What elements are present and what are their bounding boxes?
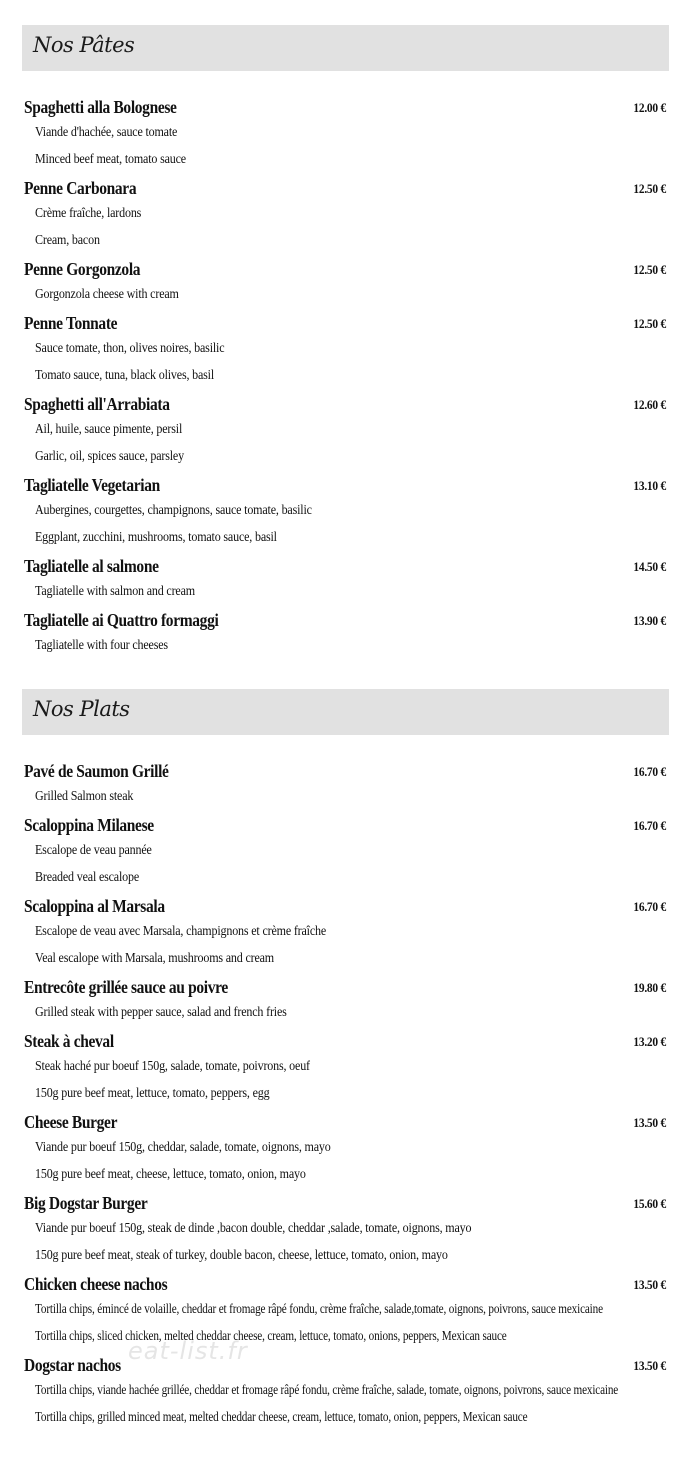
item-description: Tortilla chips, sliced chicken, melted cheddar cheese, cream, lettuce, tomato, onions, peppers, Mexican sauce	[35, 1329, 507, 1344]
item-name: Steak à cheval	[24, 1031, 114, 1051]
item-description: Gorgonzola cheese with cream	[35, 287, 179, 302]
item-description: Garlic, oil, spices sauce, parsley	[35, 449, 184, 464]
item-description: Tagliatelle with salmon and cream	[35, 584, 195, 599]
item-name: Penne Carbonara	[24, 178, 137, 198]
item-description: Crème fraîche, lardons	[35, 206, 142, 221]
item-price: 14.50 €	[633, 559, 666, 574]
menu-list-plats	[0, 760, 696, 1435]
menu-item	[0, 814, 696, 895]
item-description: Tortilla chips, viande hachée grillée, cheddar et fromage râpé fondu, crème fraîche, salade, tomate, oignons, poivrons, sauce mexicaine	[35, 1383, 619, 1398]
item-price: 12.60 €	[633, 397, 666, 412]
item-description: Tagliatelle with four cheeses	[35, 638, 168, 653]
menu-item	[0, 760, 696, 814]
item-price: 13.90 €	[633, 613, 666, 628]
item-description: Veal escalope with Marsala, mushrooms and cream	[35, 951, 274, 966]
menu-item	[0, 1354, 696, 1435]
item-name: Dogstar nachos	[24, 1355, 121, 1375]
watermark: eat-list.fr	[128, 1337, 248, 1365]
item-price: 16.70 €	[633, 899, 666, 914]
item-price: 13.20 €	[633, 1034, 666, 1049]
menu-item	[0, 258, 696, 312]
item-description: Viande pur boeuf 150g, steak de dinde ,bacon double, cheddar ,salade, tomate, oignons, mayo	[35, 1221, 472, 1236]
menu-item	[0, 1030, 696, 1111]
item-name: Tagliatelle al salmone	[24, 556, 159, 576]
menu-item	[0, 1273, 696, 1354]
menu-item	[0, 555, 696, 609]
item-price: 12.50 €	[633, 262, 666, 277]
item-price: 13.50 €	[633, 1277, 666, 1292]
item-description: 150g pure beef meat, lettuce, tomato, peppers, egg	[35, 1086, 270, 1101]
item-description: Escalope de veau avec Marsala, champignons et crème fraîche	[35, 924, 327, 939]
item-price: 13.50 €	[633, 1358, 666, 1373]
item-name: Scaloppina al Marsala	[24, 896, 165, 916]
item-description: Tortilla chips, émincé de volaille, cheddar et fromage râpé fondu, crème fraîche, salade,tomate, oignons, poivrons, sauce mexicaine	[35, 1302, 603, 1317]
item-description: Sauce tomate, thon, olives noires, basilic	[35, 341, 225, 356]
item-description: Ail, huile, sauce pimente, persil	[35, 422, 183, 437]
item-name: Cheese Burger	[24, 1112, 118, 1132]
item-description: 150g pure beef meat, cheese, lettuce, tomato, onion, mayo	[35, 1167, 306, 1182]
item-name: Spaghetti all'Arrabiata	[24, 394, 170, 414]
menu-item	[0, 474, 696, 555]
item-name: Pavé de Saumon Grillé	[24, 761, 169, 781]
item-name: Tagliatelle Vegetarian	[24, 475, 160, 495]
menu-list-pates	[0, 96, 696, 663]
menu-item	[0, 895, 696, 976]
item-description: Breaded veal escalope	[35, 870, 140, 885]
item-name: Tagliatelle ai Quattro formaggi	[24, 610, 219, 630]
item-name: Scaloppina Milanese	[24, 815, 154, 835]
item-price: 13.50 €	[633, 1115, 666, 1130]
item-description: Viande pur boeuf 150g, cheddar, salade, tomate, oignons, mayo	[35, 1140, 331, 1155]
item-price: 16.70 €	[633, 818, 666, 833]
item-price: 12.50 €	[633, 181, 666, 196]
item-description: 150g pure beef meat, steak of turkey, double bacon, cheese, lettuce, tomato, onion, mayo	[35, 1248, 448, 1263]
section-header-pates	[22, 25, 669, 71]
menu-item	[0, 609, 696, 663]
item-description: Tomato sauce, tuna, black olives, basil	[35, 368, 215, 383]
section-title: Nos Pâtes	[33, 33, 135, 57]
item-description: Tortilla chips, grilled minced meat, melted cheddar cheese, cream, lettuce, tomato, onion, peppers, Mexican sauce	[35, 1410, 528, 1425]
section-title: Nos Plats	[33, 697, 130, 721]
menu-item	[0, 1192, 696, 1273]
item-description: Cream, bacon	[35, 233, 100, 248]
item-name: Big Dogstar Burger	[24, 1193, 148, 1213]
item-description: Grilled steak with pepper sauce, salad and french fries	[35, 1005, 287, 1020]
menu-item	[0, 177, 696, 258]
item-description: Viande d'hachée, sauce tomate	[35, 125, 178, 140]
item-price: 12.50 €	[633, 316, 666, 331]
item-name: Spaghetti alla Bolognese	[24, 97, 177, 117]
item-name: Entrecôte grillée sauce au poivre	[24, 977, 228, 997]
item-description: Steak haché pur boeuf 150g, salade, tomate, poivrons, oeuf	[35, 1059, 310, 1074]
menu-item	[0, 976, 696, 1030]
item-name: Penne Tonnate	[24, 313, 118, 333]
menu-item	[0, 1111, 696, 1192]
menu-item	[0, 393, 696, 474]
item-price: 19.80 €	[633, 980, 666, 995]
item-name: Penne Gorgonzola	[24, 259, 141, 279]
item-description: Grilled Salmon steak	[35, 789, 134, 804]
item-price: 15.60 €	[633, 1196, 666, 1211]
item-description: Minced beef meat, tomato sauce	[35, 152, 186, 167]
item-price: 13.10 €	[633, 478, 666, 493]
menu-item	[0, 312, 696, 393]
menu-item	[0, 96, 696, 177]
section-header-plats	[22, 689, 669, 735]
item-price: 16.70 €	[633, 764, 666, 779]
item-description: Eggplant, zucchini, mushrooms, tomato sauce, basil	[35, 530, 277, 545]
item-description: Aubergines, courgettes, champignons, sauce tomate, basilic	[35, 503, 312, 518]
item-name: Chicken cheese nachos	[24, 1274, 168, 1294]
item-description: Escalope de veau pannée	[35, 843, 152, 858]
item-price: 12.00 €	[633, 100, 666, 115]
